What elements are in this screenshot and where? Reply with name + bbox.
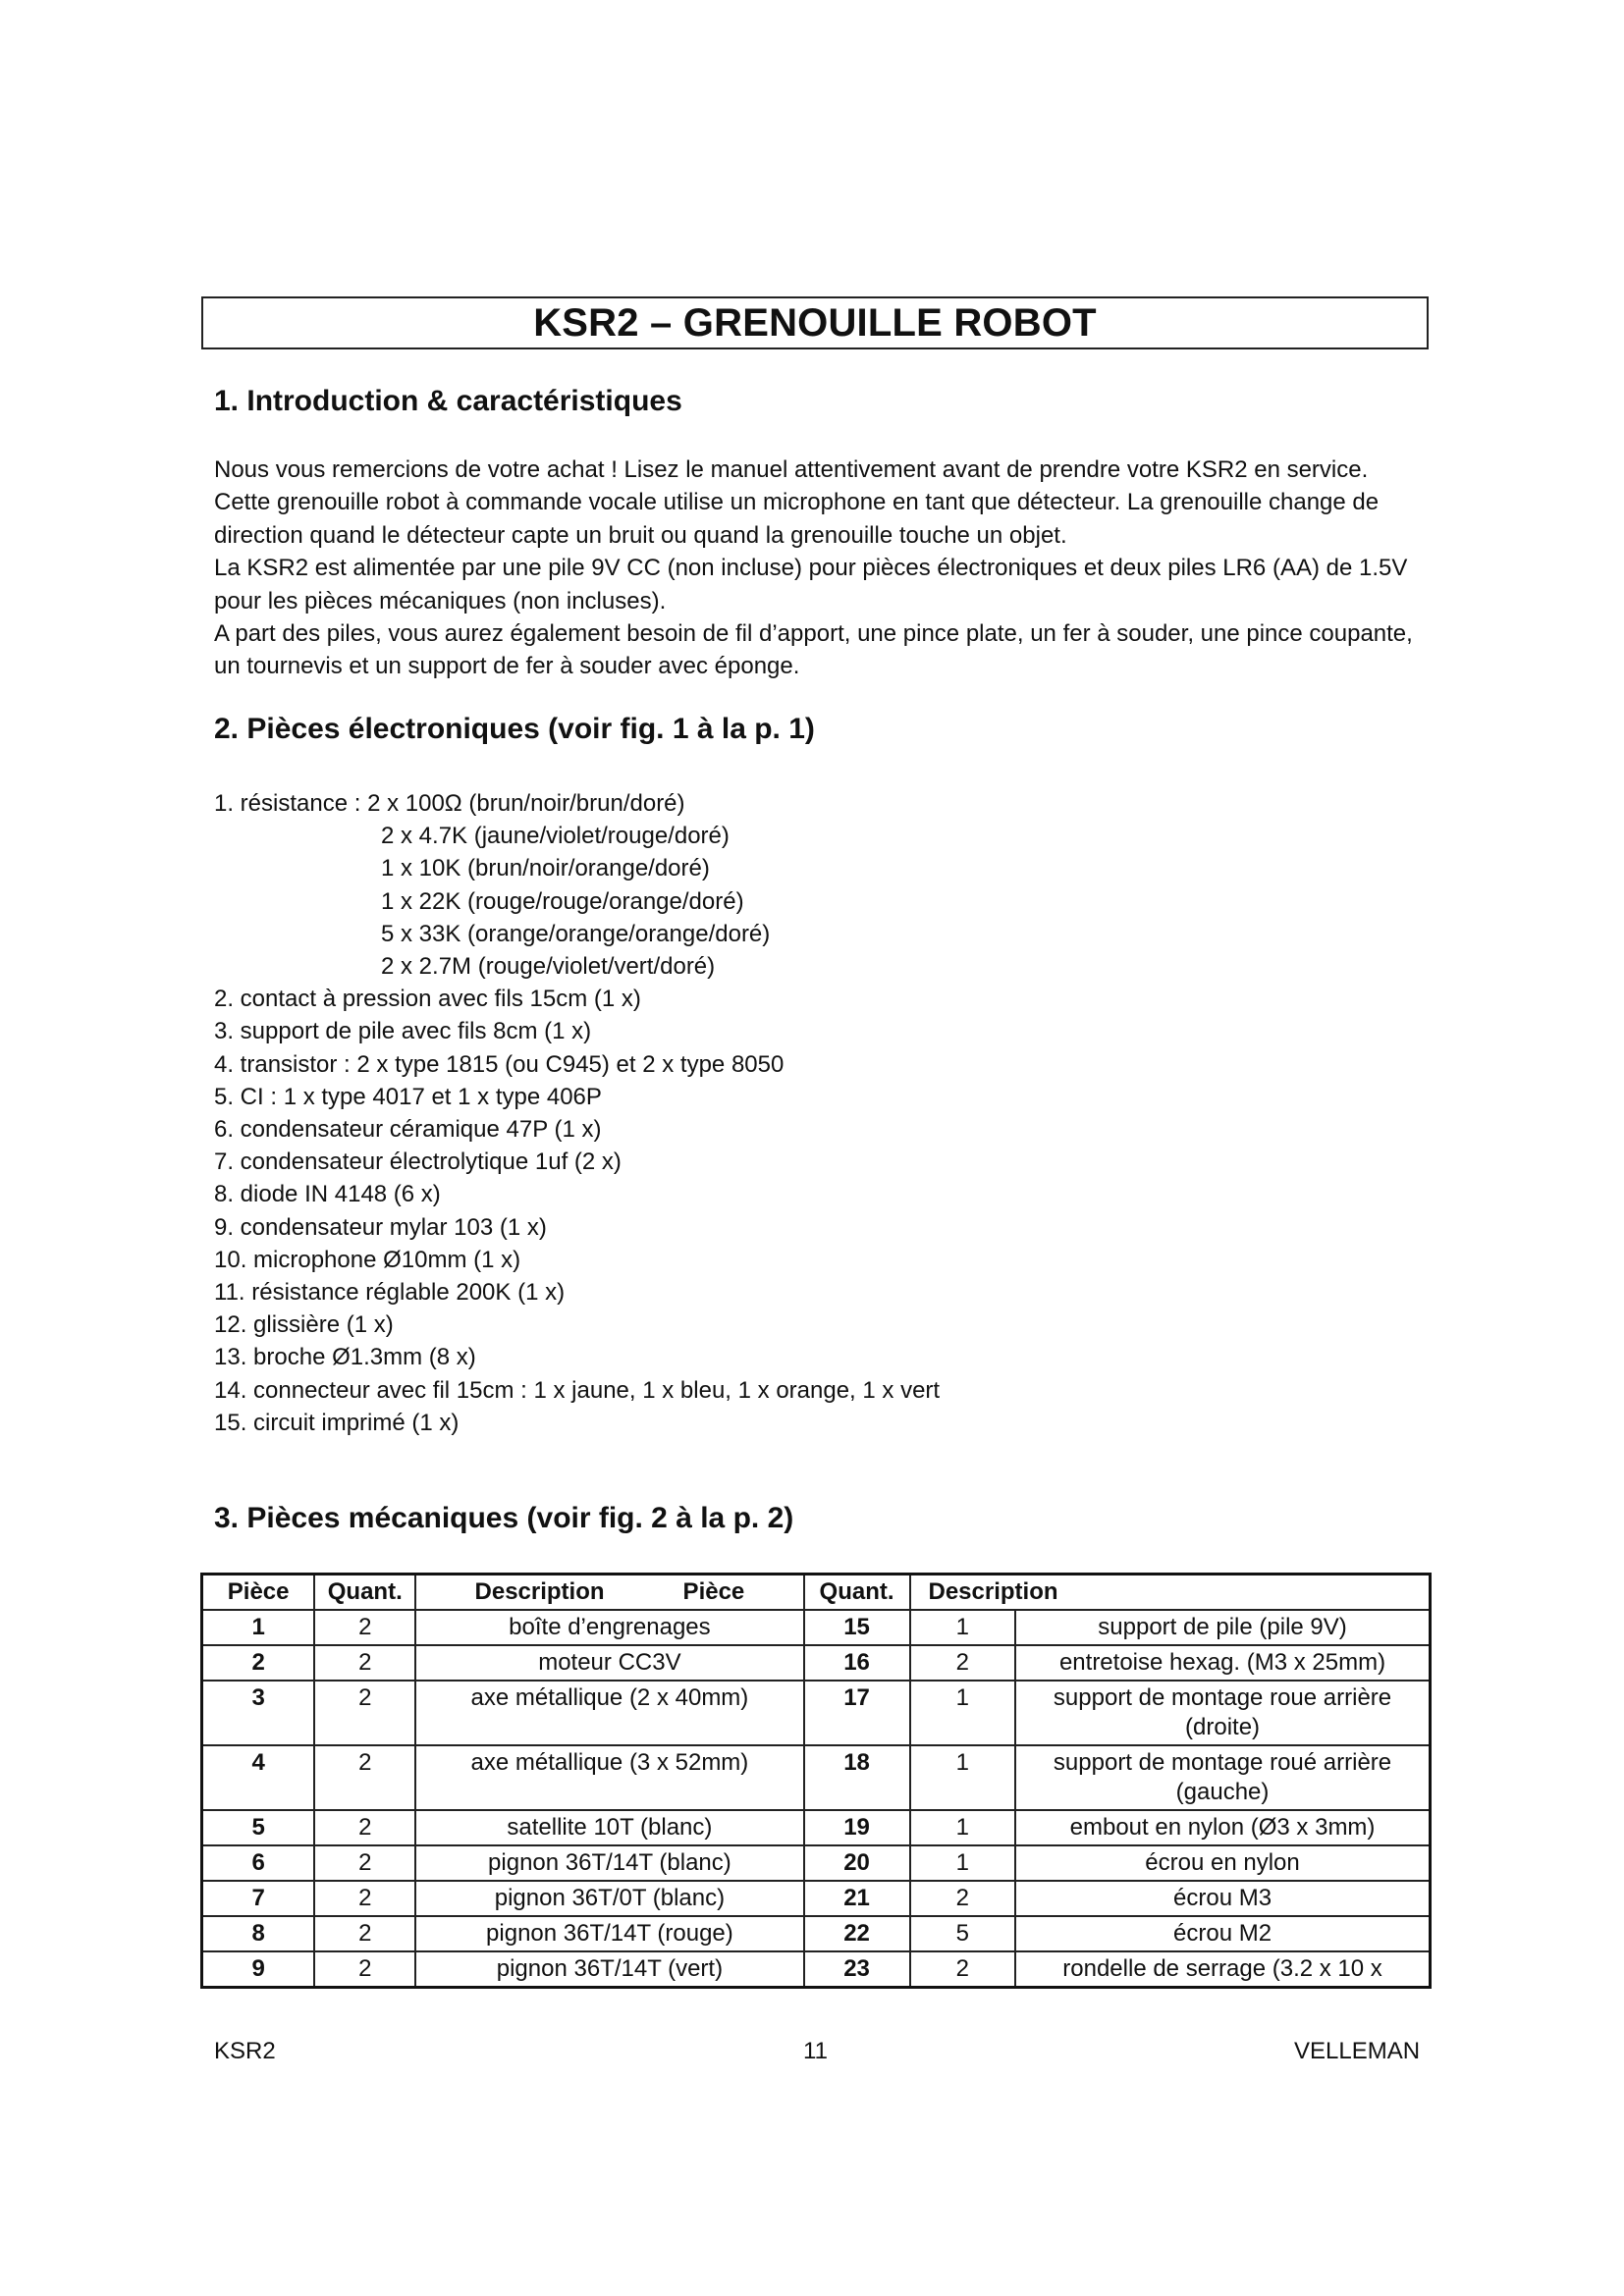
cell-piece: 18 [804, 1745, 910, 1810]
list-item: 15. circuit imprimé (1 x) [214, 1409, 460, 1436]
cell-quant: 2 [314, 1645, 415, 1681]
cell-piece: 23 [804, 1951, 910, 1988]
cell-description: rondelle de serrage (3.2 x 10 x [1015, 1951, 1430, 1988]
cell-description: pignon 36T/0T (blanc) [415, 1881, 803, 1916]
cell-quant: 2 [314, 1810, 415, 1845]
resistance-subitem: 2 x 4.7K (jaune/violet/rouge/doré) [381, 823, 730, 850]
cell-description: satellite 10T (blanc) [415, 1810, 803, 1845]
cell-quant: 2 [314, 1951, 415, 1988]
introduction-text [214, 454, 1432, 683]
cell-description: pignon 36T/14T (vert) [415, 1951, 803, 1988]
cell-quant: 2 [314, 1916, 415, 1951]
document-title-box [201, 296, 1429, 349]
mechanical-parts-table [200, 1573, 1432, 1989]
resistance-subitem: 1 x 10K (brun/noir/orange/doré) [381, 855, 710, 882]
list-item: 4. transistor : 2 x type 1815 (ou C945) et 2 x type 8050 [214, 1050, 785, 1078]
cell-piece: 3 [202, 1681, 315, 1745]
cell-piece: 16 [804, 1645, 910, 1681]
cell-description: boîte d’engrenages [415, 1610, 803, 1645]
intro-paragraph: A part des piles, vous aurez également besoin de fil d’apport, une pince plate, un fer à souder, une pince coupante, un tournevis et un support de fer à souder avec éponge. [214, 620, 1413, 680]
cell-quant: 1 [910, 1681, 1016, 1745]
cell-piece: 21 [804, 1881, 910, 1916]
cell-quant: 2 [910, 1881, 1016, 1916]
footer-product-code: KSR2 [214, 2038, 276, 2064]
cell-description: support de pile (pile 9V) [1015, 1610, 1430, 1645]
list-item: 6. condensateur céramique 47P (1 x) [214, 1116, 602, 1144]
cell-description: entretoise hexag. (M3 x 25mm) [1015, 1645, 1430, 1681]
footer-page-number: 11 [803, 2038, 828, 2064]
cell-quant: 1 [910, 1810, 1016, 1845]
cell-description: axe métallique (2 x 40mm) [415, 1681, 803, 1745]
list-item: 8. diode IN 4148 (6 x) [214, 1181, 441, 1208]
cell-piece: 4 [202, 1745, 315, 1810]
header-description-piece: Description Pièce [415, 1575, 803, 1611]
list-item: 5. CI : 1 x type 4017 et 1 x type 406P [214, 1083, 602, 1110]
intro-paragraph: Cette grenouille robot à commande vocale utilise un microphone en tant que détecteur. La grenouille change de direction quand le détecteur capte un bruit ou quand la grenouille touche un objet. [214, 489, 1380, 549]
list-item: 7. condensateur électrolytique 1uf (2 x) [214, 1148, 622, 1176]
list-item: 10. microphone Ø10mm (1 x) [214, 1246, 521, 1273]
cell-piece: 2 [202, 1645, 315, 1681]
cell-description: embout en nylon (Ø3 x 3mm) [1015, 1810, 1430, 1845]
cell-quant: 2 [910, 1645, 1016, 1681]
cell-piece: 19 [804, 1810, 910, 1845]
cell-piece: 22 [804, 1916, 910, 1951]
cell-description: support de montage roué arrière (gauche) [1015, 1745, 1430, 1810]
cell-piece: 5 [202, 1810, 315, 1845]
cell-quant: 2 [314, 1745, 415, 1810]
resistance-subitem: 5 x 33K (orange/orange/orange/doré) [381, 920, 771, 947]
cell-piece: 9 [202, 1951, 315, 1988]
list-item-resistance: 1. résistance : 2 x 100Ω (brun/noir/brun/doré) [214, 790, 685, 817]
heading-introduction: 1. Introduction & caractéristiques [214, 385, 682, 417]
table-row [202, 1681, 1431, 1745]
cell-description: écrou M2 [1015, 1916, 1430, 1951]
table-body [202, 1610, 1431, 1988]
electronic-parts-list [214, 787, 1432, 1439]
cell-quant: 1 [910, 1745, 1016, 1810]
cell-description: pignon 36T/14T (blanc) [415, 1845, 803, 1881]
cell-description: écrou M3 [1015, 1881, 1430, 1916]
header-quant-2: Quant. [804, 1575, 910, 1611]
intro-paragraph: Nous vous remercions de votre achat ! Lisez le manuel attentivement avant de prendre votre KSR2 en service. [214, 456, 1369, 483]
cell-piece: 8 [202, 1916, 315, 1951]
header-description: Description [910, 1575, 1431, 1611]
footer-brand: VELLEMAN [1294, 2038, 1421, 2064]
table-row [202, 1916, 1431, 1951]
cell-description: écrou en nylon [1015, 1845, 1430, 1881]
cell-description: axe métallique (3 x 52mm) [415, 1745, 803, 1810]
resistance-subitem: 1 x 22K (rouge/rouge/orange/doré) [381, 887, 744, 915]
cell-piece: 17 [804, 1681, 910, 1745]
list-item: 9. condensateur mylar 103 (1 x) [214, 1213, 547, 1241]
cell-piece: 7 [202, 1881, 315, 1916]
cell-quant: 2 [314, 1681, 415, 1745]
table-row [202, 1951, 1431, 1988]
table-row [202, 1645, 1431, 1681]
cell-description: support de montage roue arrière (droite) [1015, 1681, 1430, 1745]
heading-electronic-parts: 2. Pièces électroniques (voir fig. 1 à la p. 1) [214, 713, 815, 745]
table-row [202, 1810, 1431, 1845]
document-title: KSR2 – GRENOUILLE ROBOT [533, 300, 1097, 345]
cell-quant: 5 [910, 1916, 1016, 1951]
cell-description: moteur CC3V [415, 1645, 803, 1681]
list-item: 14. connecteur avec fil 15cm : 1 x jaune, 1 x bleu, 1 x orange, 1 x vert [214, 1376, 941, 1404]
header-piece: Pièce [202, 1575, 315, 1611]
resistance-subitem: 2 x 2.7M (rouge/violet/vert/doré) [381, 953, 716, 981]
list-item: 12. glissière (1 x) [214, 1311, 394, 1339]
table-row [202, 1745, 1431, 1810]
list-item: 11. résistance réglable 200K (1 x) [214, 1279, 566, 1307]
cell-quant: 2 [314, 1845, 415, 1881]
table-row [202, 1610, 1431, 1645]
cell-quant: 2 [314, 1610, 415, 1645]
cell-piece: 1 [202, 1610, 315, 1645]
table-row [202, 1845, 1431, 1881]
cell-quant: 1 [910, 1610, 1016, 1645]
cell-quant: 2 [314, 1881, 415, 1916]
cell-piece: 15 [804, 1610, 910, 1645]
cell-quant: 1 [910, 1845, 1016, 1881]
list-item: 2. contact à pression avec fils 15cm (1 x) [214, 986, 641, 1013]
cell-piece: 6 [202, 1845, 315, 1881]
list-item: 13. broche Ø1.3mm (8 x) [214, 1344, 476, 1371]
cell-piece: 20 [804, 1845, 910, 1881]
heading-mechanical-parts: 3. Pièces mécaniques (voir fig. 2 à la p. 2) [214, 1502, 794, 1534]
cell-description: pignon 36T/14T (rouge) [415, 1916, 803, 1951]
header-quant: Quant. [314, 1575, 415, 1611]
cell-quant: 2 [910, 1951, 1016, 1988]
table-row [202, 1881, 1431, 1916]
intro-paragraph: La KSR2 est alimentée par une pile 9V CC (non incluse) pour pièces électroniques et deux piles LR6 (AA) de 1.5V pour les pièces mécaniques (non incluses). [214, 555, 1408, 614]
list-item: 3. support de pile avec fils 8cm (1 x) [214, 1018, 592, 1045]
table-header-row [202, 1575, 1431, 1611]
